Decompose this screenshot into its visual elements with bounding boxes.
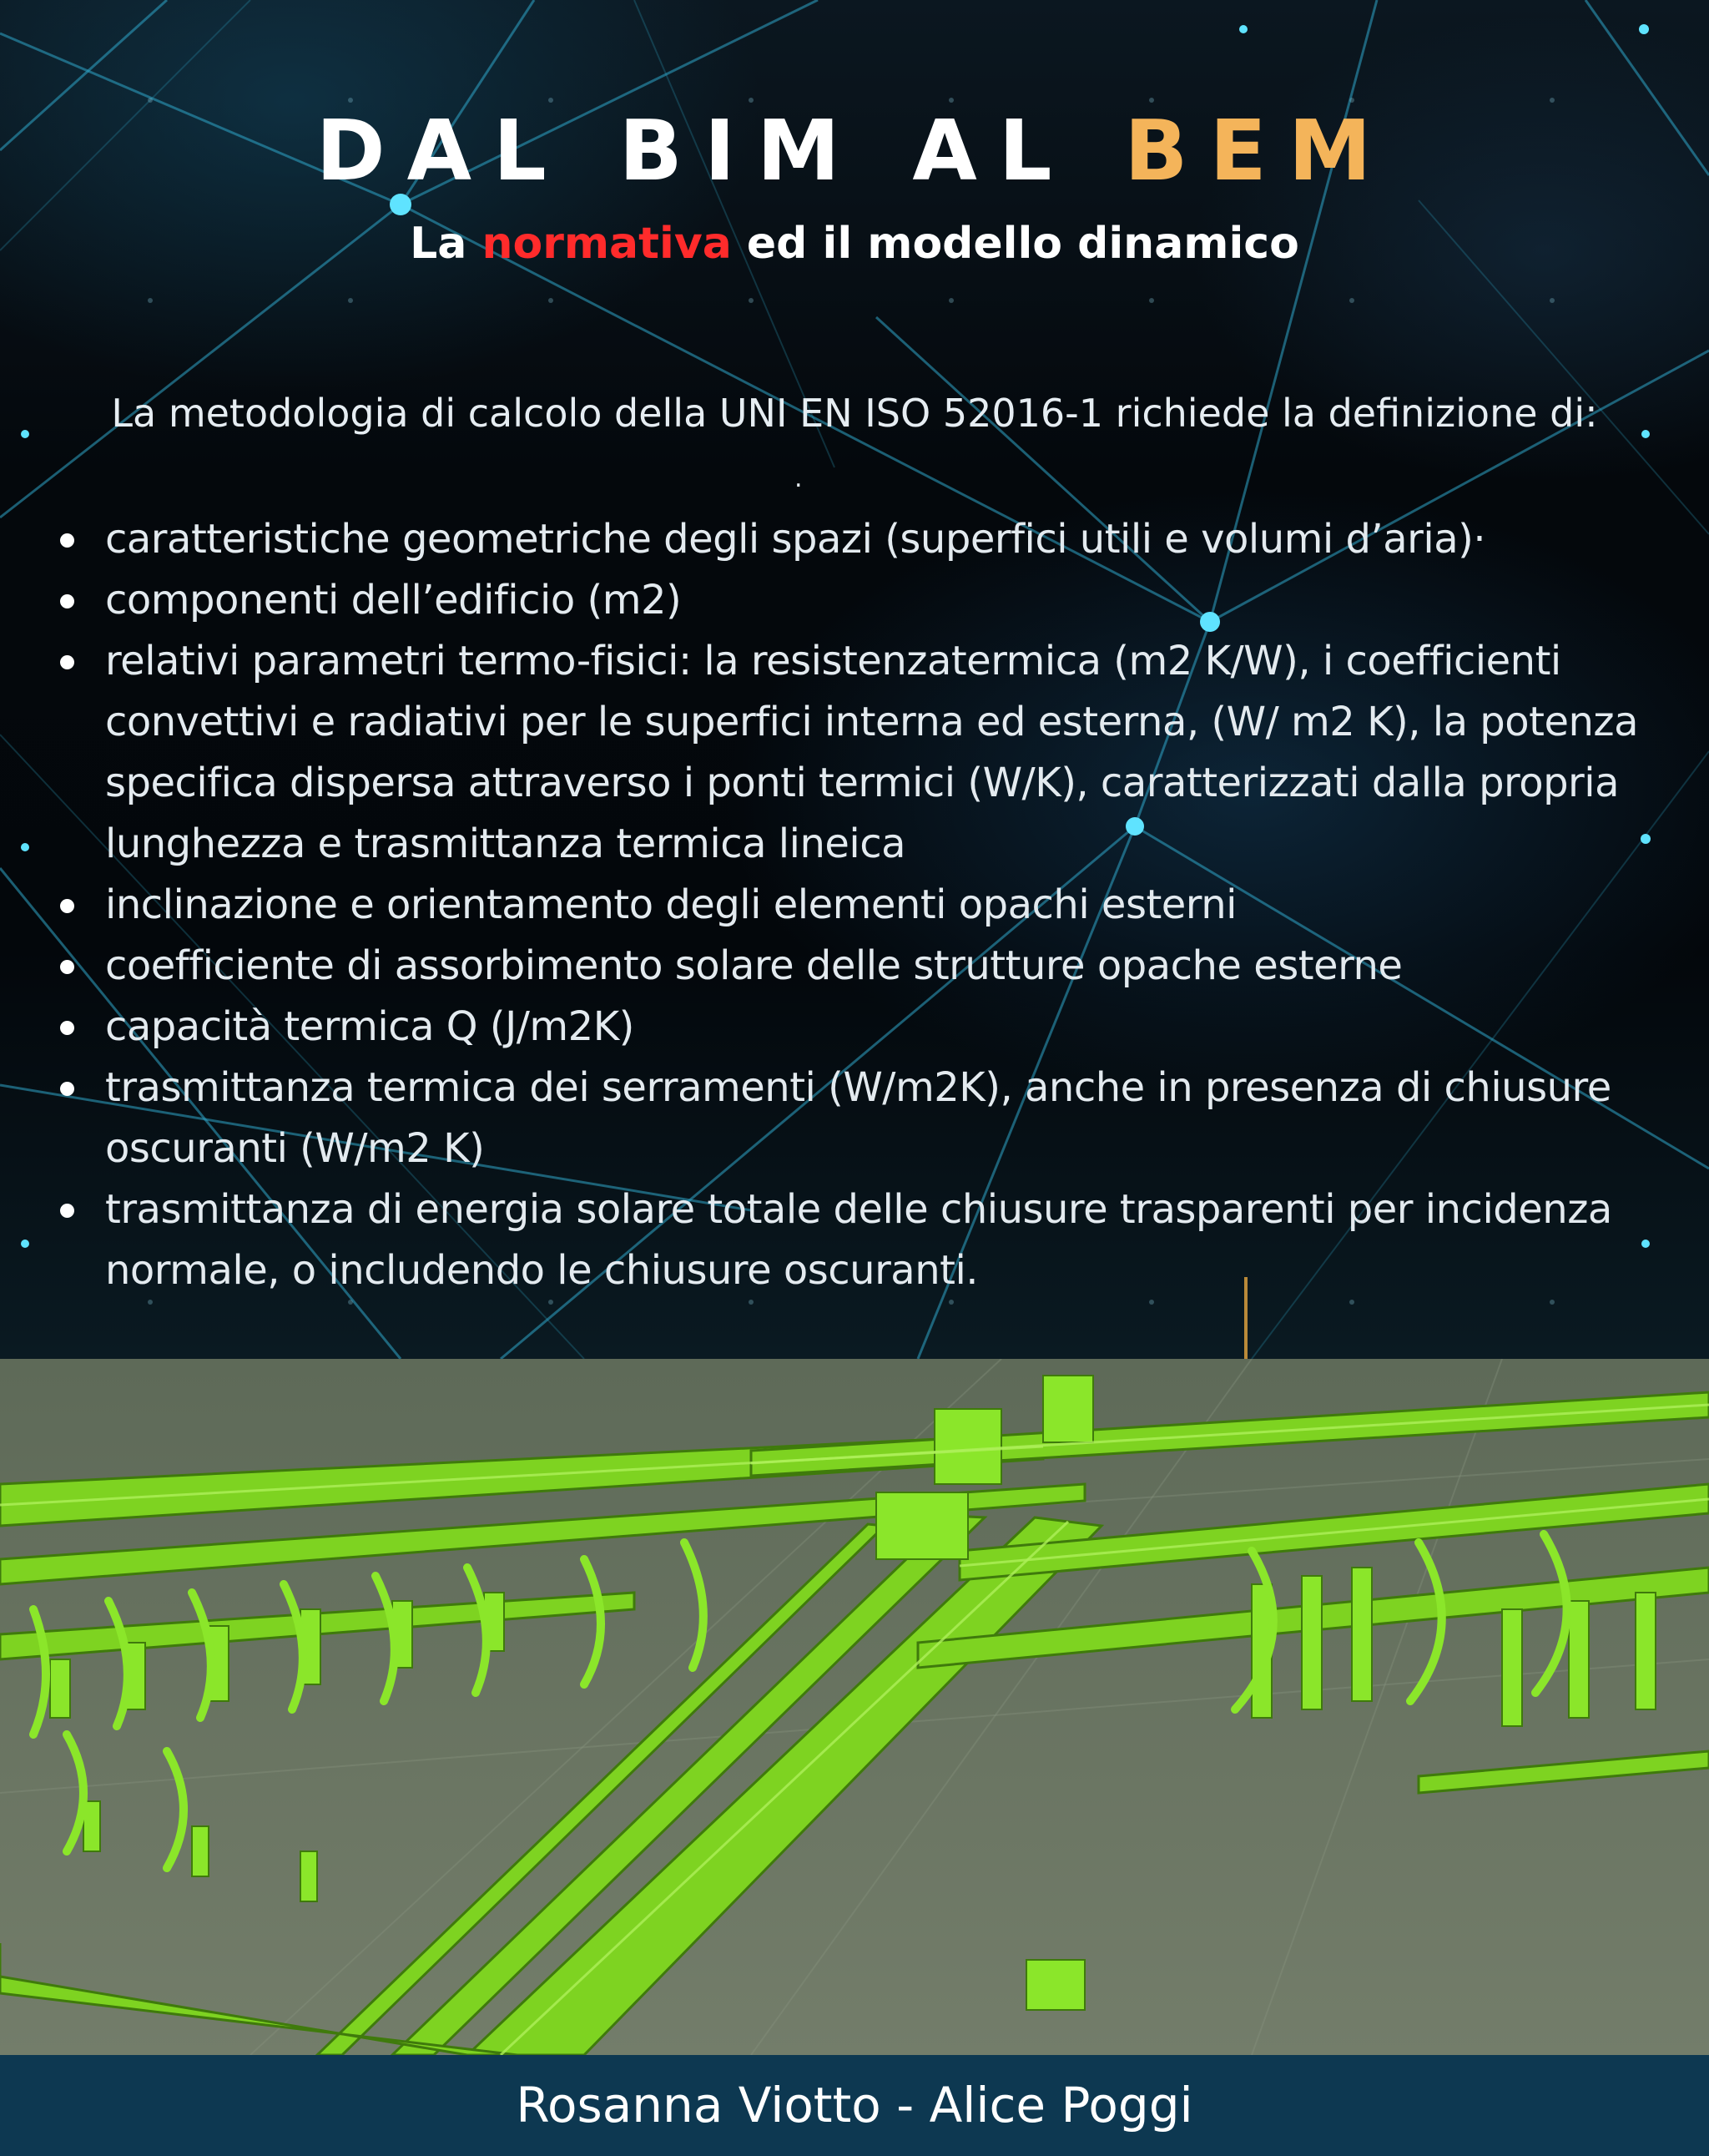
intro-text: La metodologia di calcolo della UNI EN ISO 52016-1 richiede la definizione di:: [111, 391, 1598, 436]
bullet-icon: [60, 899, 74, 913]
pipe-network-graphic: [0, 1359, 1709, 2055]
list-item-text: inclinazione e orientamento degli elementi opachi esterni: [105, 881, 1237, 928]
subtitle-post: ed il modello dinamico: [731, 219, 1299, 269]
title-main: DAL BIM AL: [315, 102, 1125, 199]
bullet-icon: [60, 1021, 74, 1035]
mep-model-render: [0, 1359, 1709, 2055]
list-item: [50, 875, 1644, 936]
list-item: [50, 509, 1644, 570]
subtitle-highlight: normativa: [481, 219, 732, 269]
list-item-text: caratteristiche geometriche degli spazi (superfici utili e volumi d’aria)·: [105, 516, 1486, 563]
list-item: [50, 570, 1644, 631]
list-item-text: capacità termica Q (J/m2K): [105, 1003, 634, 1050]
list-item-text: componenti dell’edificio (m2): [105, 577, 682, 624]
list-item: [50, 936, 1644, 997]
title-accent: BEM: [1124, 102, 1394, 199]
list-item: [50, 997, 1644, 1058]
poster-subtitle: [0, 219, 1709, 269]
subtitle-pre: La: [410, 219, 482, 269]
bullet-icon: [60, 655, 74, 669]
authors: Rosanna Viotto - Alice Poggi: [516, 2077, 1193, 2133]
list-item-text: trasmittanza termica dei serramenti (W/m2K), anche in presenza di chiusure oscuranti (W/m2 K): [105, 1064, 1611, 1172]
footer-bar: [0, 2055, 1709, 2156]
list-item: [50, 1058, 1644, 1179]
list-item: [50, 631, 1644, 875]
bullet-icon: [60, 1082, 74, 1096]
requirements-list: [50, 509, 1644, 1301]
list-item-text: relativi parametri termo-fisici: la resistenzatermica (m2 K/W), i coefficienti convettivi e radiativi per le superfici interna ed esterna, (W/ m2 K), la potenza specifica dispersa attraverso i ponti termici (W/K), caratterizzati dalla propria lunghezza e trasmittanza termica lineica: [105, 638, 1639, 867]
bullet-icon: [60, 960, 74, 974]
intro-separator: .: [794, 464, 803, 493]
bullet-icon: [60, 594, 74, 608]
list-item: [50, 1179, 1644, 1301]
bullet-icon: [60, 533, 74, 548]
poster-title: [0, 102, 1709, 199]
bullet-icon: [60, 1204, 74, 1218]
list-item-text: coefficiente di assorbimento solare delle strutture opache esterne: [105, 942, 1403, 989]
list-item-text: trasmittanza di energia solare totale delle chiusure trasparenti per incidenza normale, o includendo le chiusure oscuranti.: [105, 1186, 1612, 1294]
